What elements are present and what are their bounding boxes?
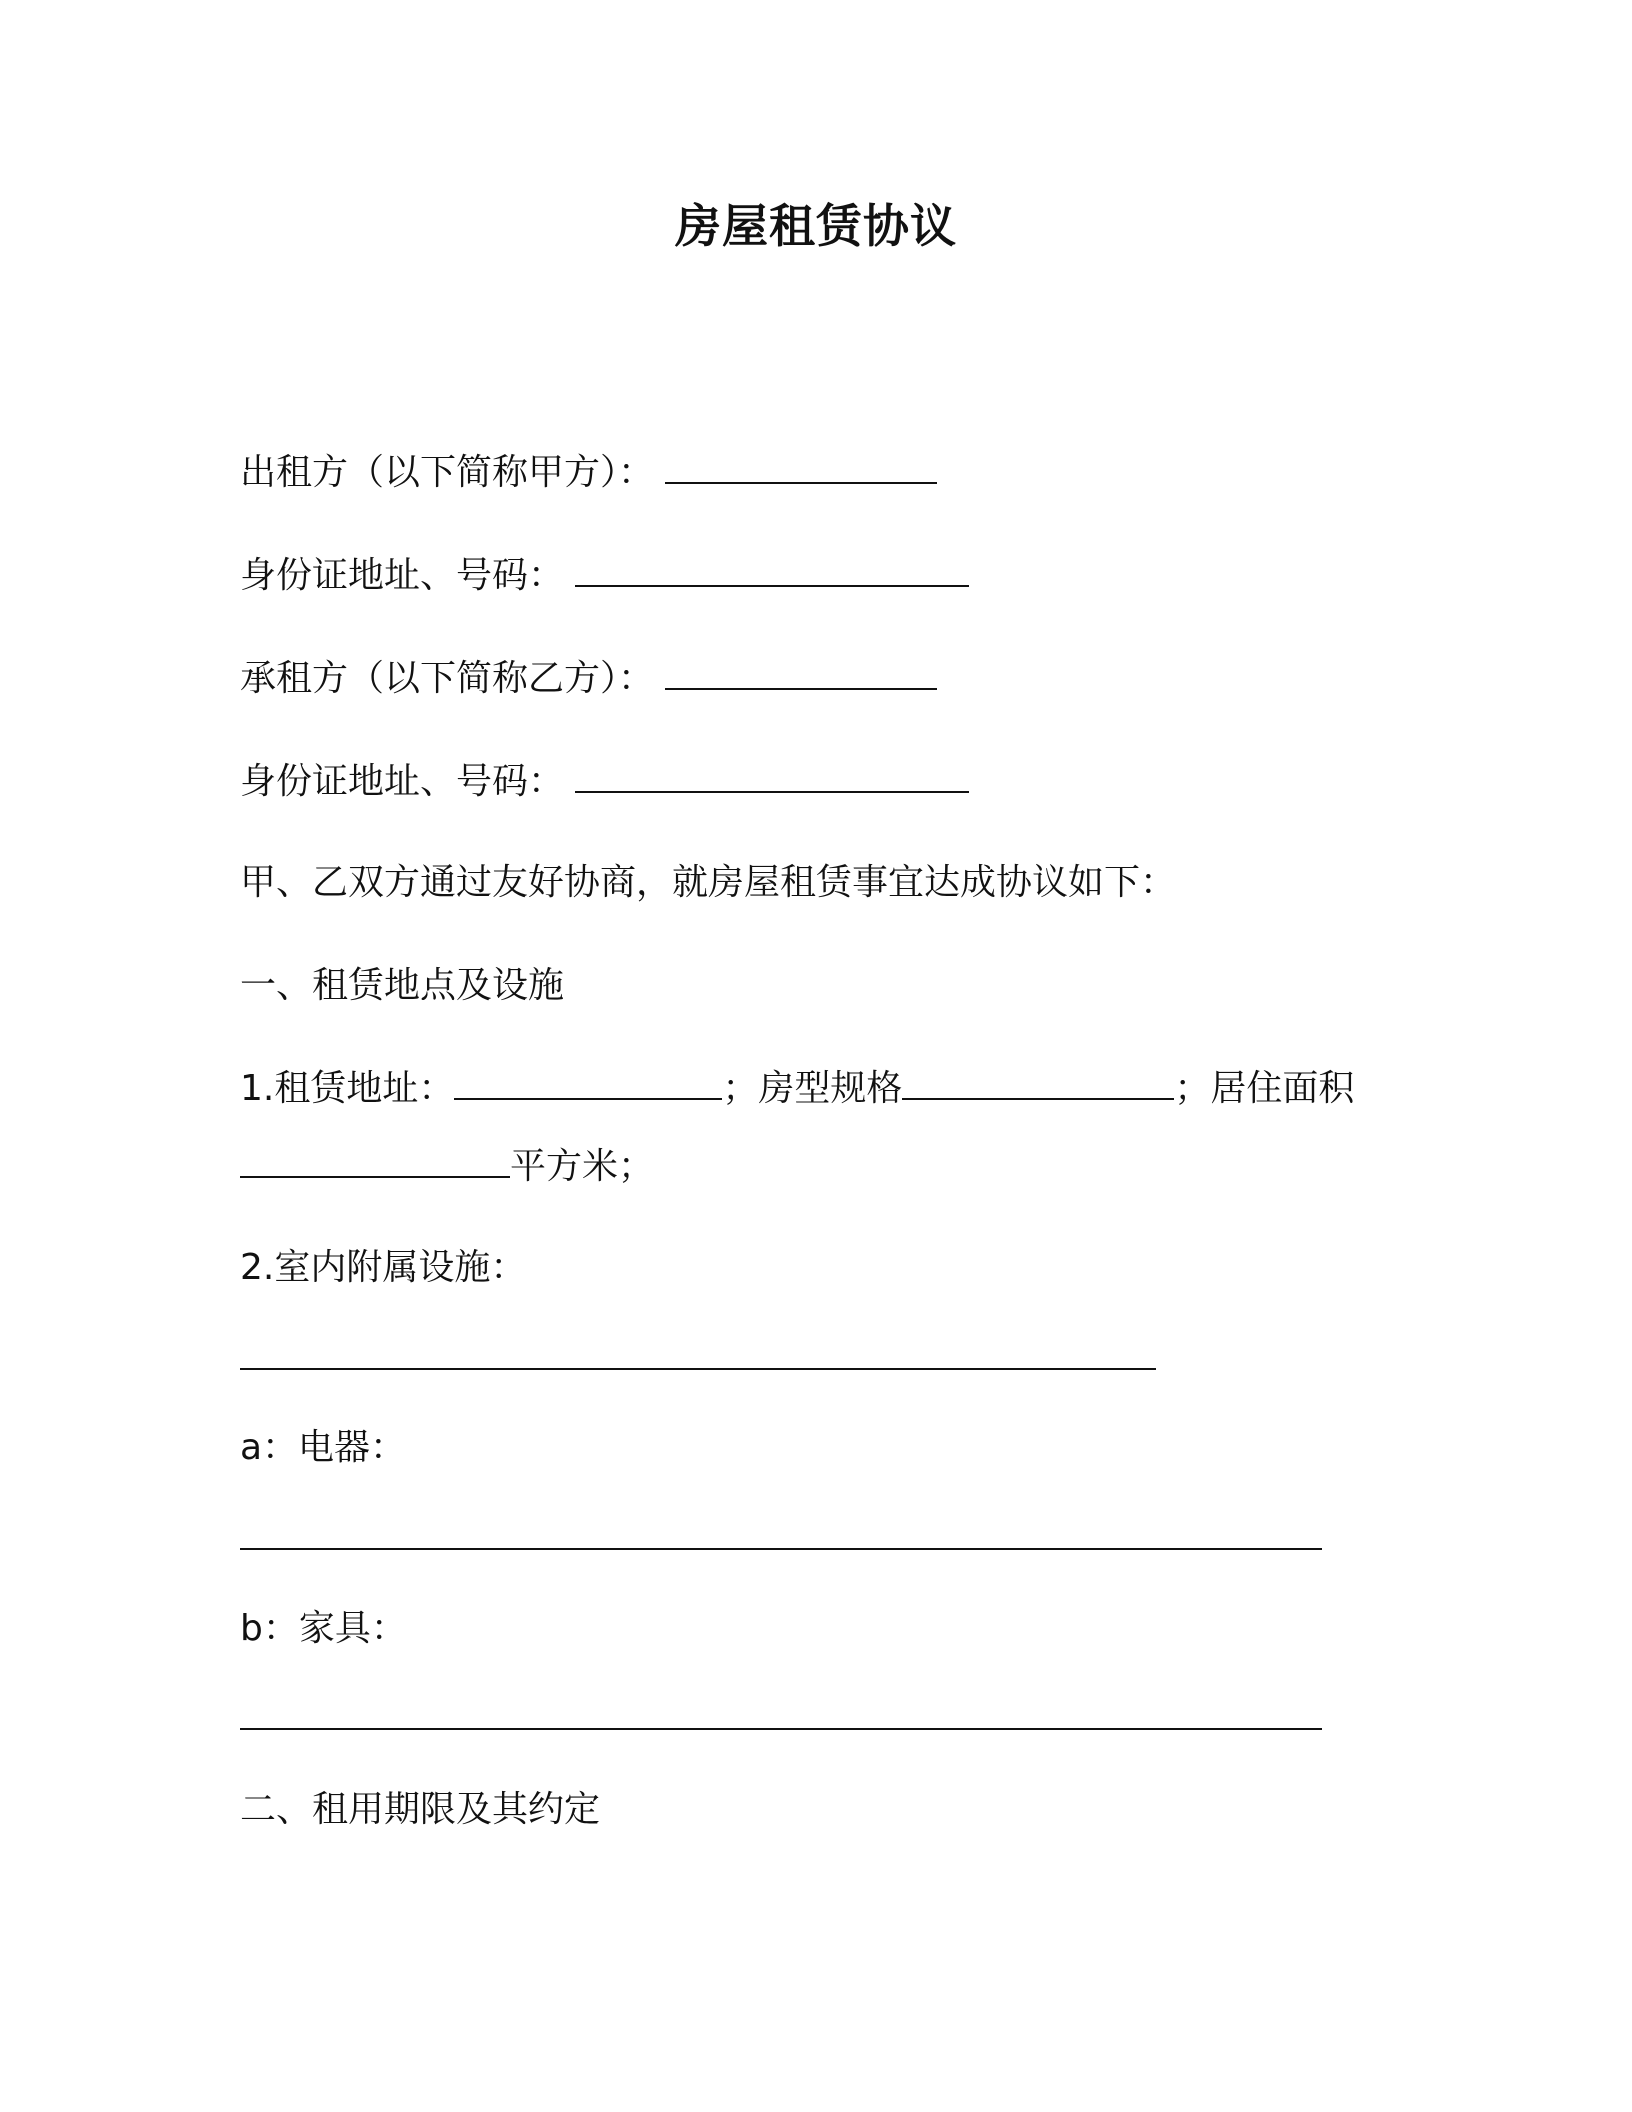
lessee-id-label: 身份证地址、号码： bbox=[240, 761, 565, 802]
lessor-id-label: 身份证地址、号码： bbox=[240, 555, 565, 596]
item1-line-cont bbox=[240, 1143, 654, 1191]
lessee-line bbox=[240, 655, 937, 703]
item1-line bbox=[240, 1065, 1354, 1113]
section2-heading: 二、租用期限及其约定 bbox=[240, 1789, 601, 1830]
item1-layout-label: ；房型规格 bbox=[722, 1068, 903, 1109]
lessee-id-line bbox=[240, 758, 969, 806]
lessee-id-blank[interactable] bbox=[575, 761, 969, 793]
layout-blank[interactable] bbox=[902, 1068, 1174, 1100]
facilities-blank[interactable] bbox=[240, 1368, 1156, 1370]
lessor-line bbox=[240, 449, 937, 497]
lessee-blank[interactable] bbox=[665, 658, 937, 690]
item1-area-label: ；居住面积 bbox=[1174, 1068, 1355, 1109]
lessee-label: 承租方（以下简称乙方）： bbox=[240, 658, 655, 699]
lessor-id-line bbox=[240, 552, 969, 600]
lessor-label: 出租方（以下简称甲方）： bbox=[240, 452, 655, 493]
item1-address-label: 1.租赁地址： bbox=[240, 1068, 455, 1109]
address-blank[interactable] bbox=[454, 1068, 722, 1100]
area-unit: 平方米； bbox=[510, 1146, 655, 1187]
furniture-blank[interactable] bbox=[240, 1728, 1322, 1730]
lessor-blank[interactable] bbox=[665, 452, 937, 484]
intro-paragraph: 甲、乙双方通过友好协商，就房屋租赁事宜达成协议如下： bbox=[240, 862, 1177, 903]
item-b-label: b：家具： bbox=[240, 1608, 407, 1649]
item-a-label: a：电器： bbox=[240, 1427, 407, 1468]
appliances-blank[interactable] bbox=[240, 1548, 1322, 1550]
item2-label: 2.室内附属设施： bbox=[240, 1247, 527, 1288]
area-blank[interactable] bbox=[240, 1146, 510, 1178]
lessor-id-blank[interactable] bbox=[575, 555, 969, 587]
section1-heading: 一、租赁地点及设施 bbox=[240, 965, 565, 1006]
document-title: 房屋租赁协议 bbox=[675, 199, 957, 253]
